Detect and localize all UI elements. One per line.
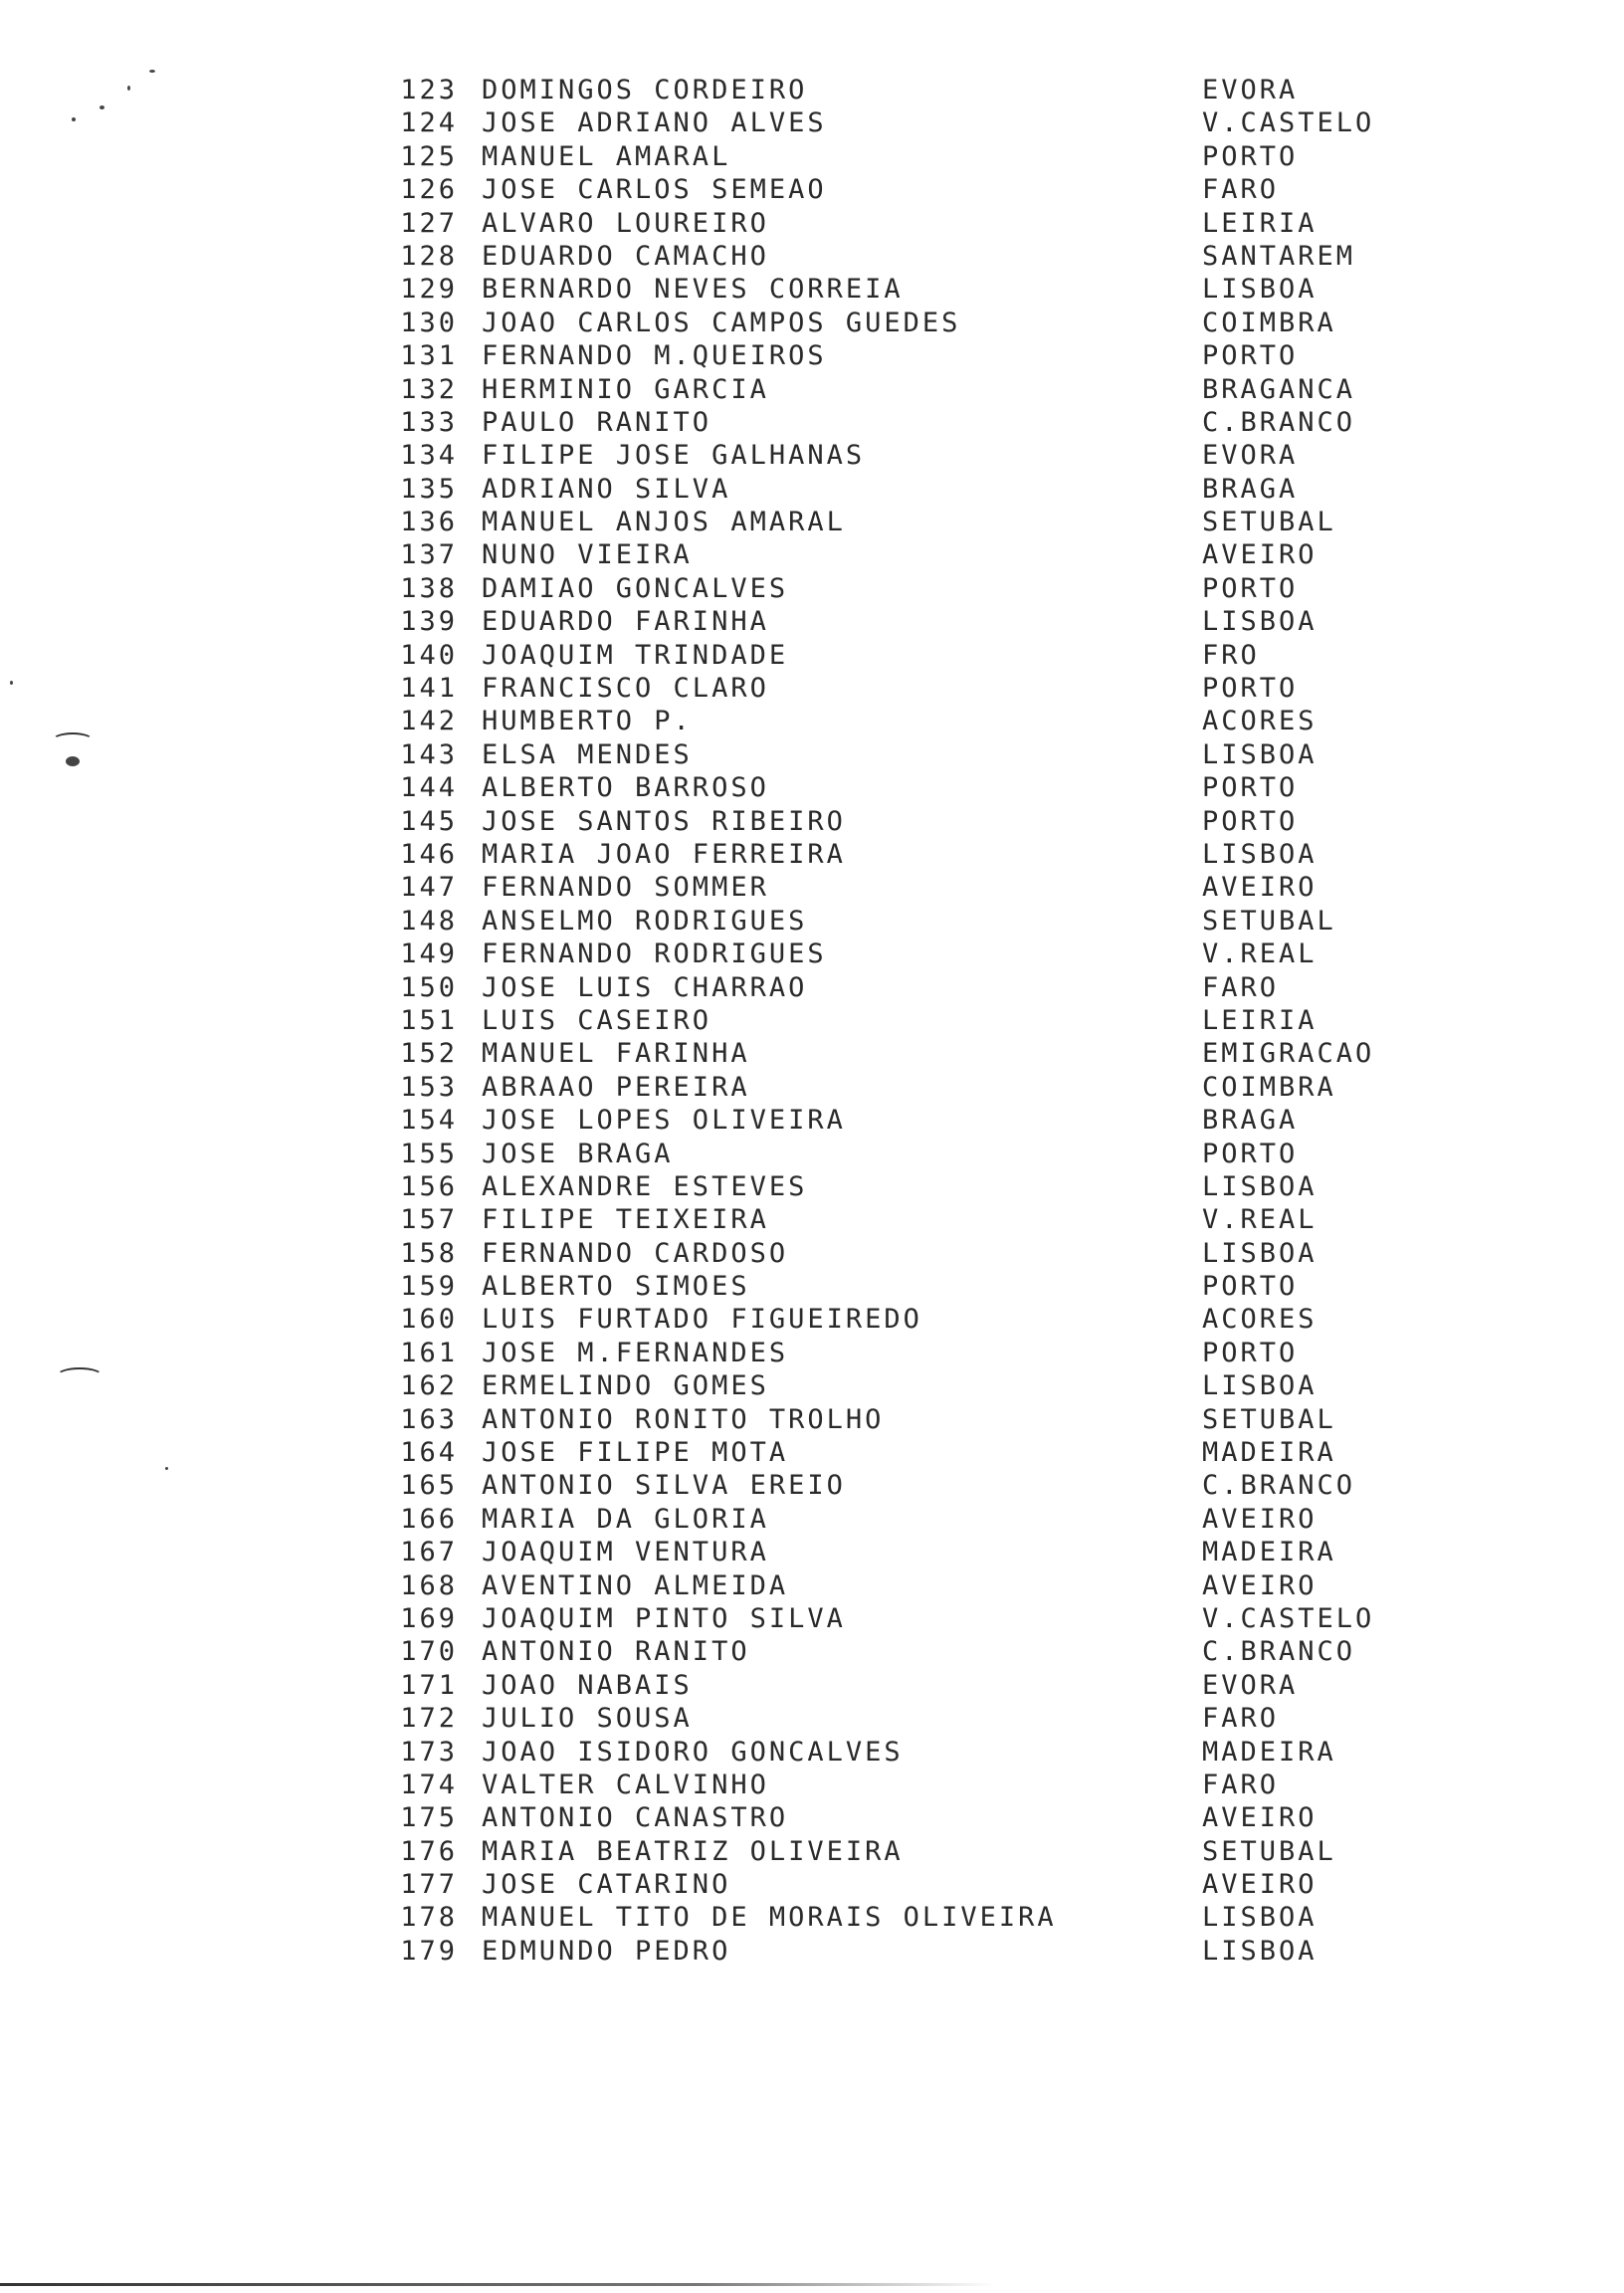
list-row (378, 1868, 1413, 1901)
person-name: JOSE SANTOS RIBEIRO (482, 805, 846, 837)
list-row (378, 1237, 1413, 1270)
person-name: HERMINIO GARCIA (482, 373, 769, 405)
row-number: 156 (400, 1170, 458, 1202)
row-number: 150 (400, 971, 458, 1003)
list-row (378, 140, 1413, 173)
list-row (378, 738, 1413, 771)
location-name: PORTO (1202, 572, 1299, 604)
list-row (378, 705, 1413, 737)
location-name: FARO (1202, 1703, 1280, 1735)
person-name: MANUEL ANJOS AMARAL (482, 507, 846, 538)
location-name: COIMBRA (1202, 1071, 1336, 1103)
location-name: LEIRIA (1202, 207, 1318, 239)
list-row (378, 240, 1413, 273)
location-name: PORTO (1202, 1337, 1299, 1368)
row-number: 134 (400, 440, 458, 472)
row-number: 163 (400, 1403, 458, 1435)
location-name: V.CASTELO (1202, 107, 1375, 139)
row-number: 165 (400, 1470, 458, 1502)
list-row (378, 439, 1413, 472)
person-name: FRANCISCO CLARO (482, 673, 769, 705)
person-name: MARIA DA GLORIA (482, 1503, 769, 1535)
location-name: LISBOA (1202, 1237, 1318, 1269)
location-name: BRAGA (1202, 473, 1299, 505)
list-row (378, 639, 1413, 672)
list-row (378, 106, 1413, 139)
location-name: COIMBRA (1202, 307, 1336, 338)
list-row (378, 1769, 1413, 1801)
person-name: VALTER CALVINHO (482, 1769, 769, 1800)
person-name: ALBERTO SIMOES (482, 1271, 750, 1303)
list-row (378, 1203, 1413, 1236)
row-number: 142 (400, 706, 458, 737)
list-row (378, 1104, 1413, 1137)
list-row (378, 307, 1413, 339)
list-row (378, 1004, 1413, 1037)
person-name: JOSE LUIS CHARRAO (482, 971, 808, 1003)
person-name: JOAQUIM TRINDADE (482, 639, 789, 671)
list-row (378, 1536, 1413, 1568)
row-number: 162 (400, 1370, 458, 1402)
location-name: EVORA (1202, 1669, 1299, 1701)
location-name: LISBOA (1202, 738, 1318, 770)
row-number: 153 (400, 1071, 458, 1103)
person-name: DAMIAO GONCALVES (482, 572, 789, 604)
row-number: 131 (400, 340, 458, 372)
row-number: 130 (400, 307, 458, 338)
location-name: MADEIRA (1202, 1437, 1336, 1469)
person-name: JOSE CATARINO (482, 1869, 731, 1901)
location-name: SANTAREM (1202, 240, 1356, 272)
location-name: FRO (1202, 639, 1260, 671)
row-number: 171 (400, 1669, 458, 1701)
list-row (378, 1635, 1413, 1668)
list-row (378, 905, 1413, 938)
person-name: MANUEL AMARAL (482, 140, 731, 172)
location-name: MADEIRA (1202, 1537, 1336, 1568)
location-name: MADEIRA (1202, 1736, 1336, 1768)
person-name: FILIPE JOSE GALHANAS (482, 440, 866, 472)
row-number: 133 (400, 406, 458, 438)
row-number: 132 (400, 373, 458, 405)
list-row (378, 1801, 1413, 1834)
person-name: JOSE CARLOS SEMEAO (482, 174, 827, 206)
list-row (378, 971, 1413, 1004)
location-name: EVORA (1202, 75, 1299, 105)
row-number: 169 (400, 1602, 458, 1634)
row-number: 174 (400, 1769, 458, 1800)
person-name: JOAQUIM VENTURA (482, 1537, 769, 1568)
row-number: 152 (400, 1038, 458, 1070)
row-number: 136 (400, 507, 458, 538)
scan-speck (127, 86, 130, 91)
person-name: JOSE LOPES OLIVEIRA (482, 1105, 846, 1137)
person-name: LUIS CASEIRO (482, 1004, 712, 1036)
list-row (378, 506, 1413, 538)
row-number: 149 (400, 938, 458, 970)
list-row (378, 1138, 1413, 1170)
list-row (378, 1270, 1413, 1303)
row-number: 127 (400, 207, 458, 239)
row-number: 173 (400, 1736, 458, 1768)
list-row (378, 1669, 1413, 1702)
person-name: EDUARDO CAMACHO (482, 240, 769, 272)
person-name: EDUARDO FARINHA (482, 606, 769, 638)
location-name: AVEIRO (1202, 1869, 1318, 1901)
person-name: MANUEL FARINHA (482, 1038, 750, 1070)
location-name: LISBOA (1202, 1370, 1318, 1402)
person-name: ALBERTO BARROSO (482, 772, 769, 804)
location-name: LISBOA (1202, 274, 1318, 306)
list-row (378, 938, 1413, 970)
list-row (378, 173, 1413, 206)
location-name: LISBOA (1202, 1170, 1318, 1202)
row-number: 161 (400, 1337, 458, 1368)
person-name: ANSELMO RODRIGUES (482, 905, 808, 937)
person-name: JOAO CARLOS CAMPOS GUEDES (482, 307, 961, 338)
person-name: ALEXANDRE ESTEVES (482, 1170, 808, 1202)
location-name: C.BRANCO (1202, 406, 1356, 438)
location-name: SETUBAL (1202, 1835, 1336, 1867)
row-number: 159 (400, 1271, 458, 1303)
scan-arc-mark (56, 1367, 103, 1385)
list-row (378, 572, 1413, 605)
location-name: PORTO (1202, 1271, 1299, 1303)
row-number: 155 (400, 1138, 458, 1169)
list-row (378, 339, 1413, 372)
participant-list (378, 74, 1413, 1968)
row-number: 179 (400, 1935, 458, 1967)
list-row (378, 1369, 1413, 1402)
location-name: SETUBAL (1202, 905, 1336, 937)
page-bottom-edge (0, 2283, 995, 2286)
list-row (378, 1736, 1413, 1769)
list-row (378, 1436, 1413, 1469)
person-name: ANTONIO RANITO (482, 1636, 750, 1668)
person-name: JOAO ISIDORO GONCALVES (482, 1736, 904, 1768)
person-name: ALVARO LOUREIRO (482, 207, 769, 239)
person-name: BERNARDO NEVES CORREIA (482, 274, 904, 306)
row-number: 168 (400, 1569, 458, 1601)
list-row (378, 871, 1413, 904)
list-row (378, 1602, 1413, 1635)
person-name: ELSA MENDES (482, 738, 693, 770)
location-name: FARO (1202, 174, 1280, 206)
location-name: EVORA (1202, 440, 1299, 472)
person-name: ADRIANO SILVA (482, 473, 731, 505)
person-name: NUNO VIEIRA (482, 539, 693, 571)
row-number: 170 (400, 1636, 458, 1668)
location-name: BRAGA (1202, 1105, 1299, 1137)
row-number: 128 (400, 240, 458, 272)
location-name: AVEIRO (1202, 872, 1318, 904)
row-number: 178 (400, 1902, 458, 1934)
row-number: 160 (400, 1304, 458, 1336)
row-number: 147 (400, 872, 458, 904)
list-row (378, 1037, 1413, 1070)
list-row (378, 207, 1413, 240)
person-name: ANTONIO RONITO TROLHO (482, 1403, 885, 1435)
scan-speck (66, 756, 80, 766)
row-number: 123 (400, 75, 458, 105)
scan-speck (10, 681, 13, 685)
list-row (378, 538, 1413, 571)
row-number: 144 (400, 772, 458, 804)
person-name: FERNANDO CARDOSO (482, 1237, 789, 1269)
list-row (378, 406, 1413, 439)
person-name: JOSE ADRIANO ALVES (482, 107, 827, 139)
list-row (378, 838, 1413, 871)
person-name: JOSE FILIPE MOTA (482, 1437, 789, 1469)
list-row (378, 605, 1413, 638)
scan-speck (100, 105, 104, 109)
list-row (378, 74, 1413, 106)
list-row (378, 1901, 1413, 1934)
row-number: 166 (400, 1503, 458, 1535)
row-number: 145 (400, 805, 458, 837)
scan-speck (149, 70, 155, 73)
person-name: EDMUNDO PEDRO (482, 1935, 731, 1967)
row-number: 172 (400, 1703, 458, 1735)
person-name: ERMELINDO GOMES (482, 1370, 769, 1402)
person-name: AVENTINO ALMEIDA (482, 1569, 789, 1601)
row-number: 129 (400, 274, 458, 306)
location-name: V.REAL (1202, 1204, 1318, 1236)
row-number: 143 (400, 738, 458, 770)
row-number: 135 (400, 473, 458, 505)
list-row (378, 1071, 1413, 1104)
row-number: 164 (400, 1437, 458, 1469)
list-row (378, 373, 1413, 406)
location-name: LISBOA (1202, 1935, 1318, 1967)
location-name: V.REAL (1202, 938, 1318, 970)
person-name: JOAQUIM PINTO SILVA (482, 1602, 846, 1634)
person-name: PAULO RANITO (482, 406, 712, 438)
person-name: FILIPE TEIXEIRA (482, 1204, 769, 1236)
location-name: LISBOA (1202, 606, 1318, 638)
person-name: JOSE BRAGA (482, 1138, 674, 1169)
row-number: 148 (400, 905, 458, 937)
scan-arc-mark (52, 732, 94, 748)
location-name: PORTO (1202, 340, 1299, 372)
location-name: C.BRANCO (1202, 1636, 1356, 1668)
person-name: FERNANDO SOMMER (482, 872, 769, 904)
row-number: 139 (400, 606, 458, 638)
row-number: 177 (400, 1869, 458, 1901)
person-name: ANTONIO CANASTRO (482, 1802, 789, 1834)
location-name: BRAGANCA (1202, 373, 1356, 405)
list-row (378, 1935, 1413, 1968)
person-name: DOMINGOS CORDEIRO (482, 75, 808, 105)
row-number: 126 (400, 174, 458, 206)
list-row (378, 473, 1413, 506)
row-number: 146 (400, 838, 458, 870)
location-name: ACORES (1202, 1304, 1318, 1336)
person-name: ANTONIO SILVA EREIO (482, 1470, 846, 1502)
row-number: 138 (400, 572, 458, 604)
person-name: MANUEL TITO DE MORAIS OLIVEIRA (482, 1902, 1057, 1934)
location-name: AVEIRO (1202, 539, 1318, 571)
list-row (378, 1403, 1413, 1436)
row-number: 167 (400, 1537, 458, 1568)
location-name: PORTO (1202, 1138, 1299, 1169)
person-name: HUMBERTO P. (482, 706, 693, 737)
row-number: 176 (400, 1835, 458, 1867)
row-number: 137 (400, 539, 458, 571)
location-name: LEIRIA (1202, 1004, 1318, 1036)
person-name: JOAO NABAIS (482, 1669, 693, 1701)
person-name: FERNANDO RODRIGUES (482, 938, 827, 970)
location-name: EMIGRACAO (1202, 1038, 1375, 1070)
row-number: 151 (400, 1004, 458, 1036)
list-row (378, 771, 1413, 804)
location-name: AVEIRO (1202, 1503, 1318, 1535)
row-number: 124 (400, 107, 458, 139)
location-name: AVEIRO (1202, 1802, 1318, 1834)
location-name: PORTO (1202, 673, 1299, 705)
list-row (378, 1835, 1413, 1868)
list-row (378, 1303, 1413, 1336)
list-row (378, 1702, 1413, 1735)
person-name: LUIS FURTADO FIGUEIREDO (482, 1304, 922, 1336)
location-name: SETUBAL (1202, 1403, 1336, 1435)
row-number: 175 (400, 1802, 458, 1834)
location-name: FARO (1202, 1769, 1280, 1800)
row-number: 125 (400, 140, 458, 172)
scan-speck (72, 117, 76, 121)
location-name: LISBOA (1202, 1902, 1318, 1934)
location-name: ACORES (1202, 706, 1318, 737)
list-row (378, 1469, 1413, 1502)
location-name: C.BRANCO (1202, 1470, 1356, 1502)
list-row (378, 672, 1413, 705)
person-name: MARIA JOAO FERREIRA (482, 838, 846, 870)
list-row (378, 1569, 1413, 1602)
location-name: AVEIRO (1202, 1569, 1318, 1601)
location-name: FARO (1202, 971, 1280, 1003)
person-name: FERNANDO M.QUEIROS (482, 340, 827, 372)
list-row (378, 805, 1413, 838)
row-number: 157 (400, 1204, 458, 1236)
row-number: 141 (400, 673, 458, 705)
location-name: PORTO (1202, 140, 1299, 172)
person-name: MARIA BEATRIZ OLIVEIRA (482, 1835, 904, 1867)
location-name: V.CASTELO (1202, 1602, 1375, 1634)
person-name: JULIO SOUSA (482, 1703, 693, 1735)
row-number: 154 (400, 1105, 458, 1137)
location-name: LISBOA (1202, 838, 1318, 870)
location-name: PORTO (1202, 805, 1299, 837)
location-name: SETUBAL (1202, 507, 1336, 538)
person-name: JOSE M.FERNANDES (482, 1337, 789, 1368)
list-row (378, 273, 1413, 306)
scan-speck (165, 1467, 168, 1470)
list-row (378, 1170, 1413, 1203)
row-number: 158 (400, 1237, 458, 1269)
list-row (378, 1503, 1413, 1536)
person-name: ABRAAO PEREIRA (482, 1071, 750, 1103)
list-row (378, 1337, 1413, 1369)
location-name: PORTO (1202, 772, 1299, 804)
row-number: 140 (400, 639, 458, 671)
